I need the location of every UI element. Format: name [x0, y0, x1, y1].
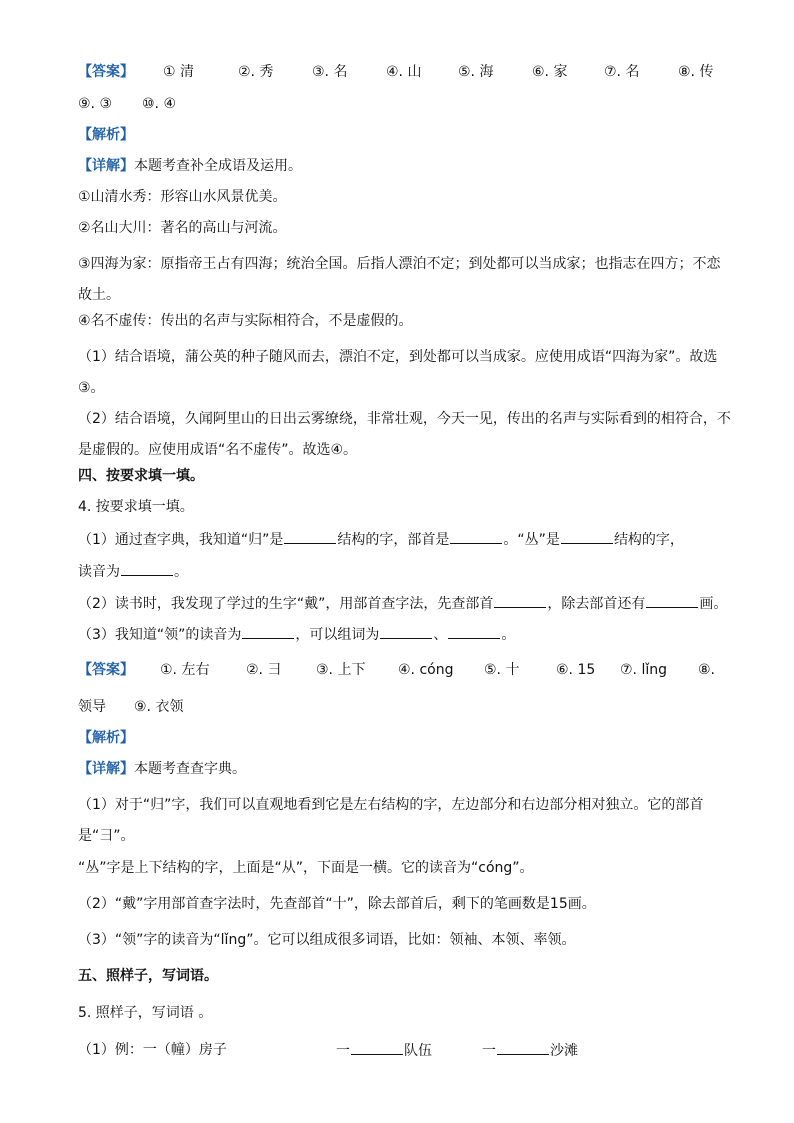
question-text: 一: [482, 1043, 496, 1059]
analysis-tag: 【解析】: [78, 127, 134, 143]
answer-blank[interactable]: [242, 624, 294, 639]
detail-tag: 【详解】: [78, 158, 134, 174]
question-text: （3）我知道“领”的读音为: [78, 627, 242, 643]
answer-blank[interactable]: [448, 624, 500, 639]
question-text: 沙滩: [550, 1043, 578, 1059]
question-text: ，可以组词为: [295, 627, 380, 643]
question-text: ，除去部首还有: [547, 596, 646, 612]
analysis-line: （1）对于“归”字，我们可以直观地看到它是左右结构的字，左边部分和右边部分相对独立。它的部首是“彐”。: [78, 797, 704, 844]
answer-item: ③. 名: [312, 64, 348, 80]
answer-item: ⑥. 家: [532, 64, 568, 80]
analysis-line: （2）“戴”字用部首查字法时，先查部首“十”，除去部首后，剩下的笔画数是15画。: [78, 896, 596, 912]
answer-blank[interactable]: [494, 593, 546, 608]
analysis-line: “丛”字是上下结构的字，上面是“从”，下面是一横。它的读音为“cóng”。: [78, 860, 534, 876]
answer-item: ⑧.: [698, 662, 716, 678]
answer-item: ⑤. 海: [458, 64, 494, 80]
answer-item: ⑨. ③: [78, 96, 113, 112]
answer-blank[interactable]: [450, 529, 502, 544]
answer-item: ②. 秀: [238, 64, 274, 80]
answer-blank[interactable]: [284, 529, 336, 544]
fill-item: [482, 1040, 578, 1061]
detail-text: 本题考查补全成语及运用。: [134, 158, 302, 174]
analysis-line: （1）结合语境，蒲公英的种子随风而去，漂泊不定，到处都可以当成家。应使用成语“四海为家”。故选③。: [78, 349, 718, 396]
detail-line: [78, 759, 734, 779]
answer-item: ③. 上下: [316, 662, 366, 678]
fill-item: [336, 1040, 432, 1061]
question-text: 画。: [699, 596, 728, 612]
answer-tag: 【答案】: [78, 64, 134, 80]
answer-item: ⑥. 15: [556, 662, 596, 678]
question-title: 5. 照样子，写词语 。: [78, 1005, 213, 1021]
question-text: 。: [501, 627, 516, 643]
section-heading: 五、照样子，写词语。: [78, 968, 218, 984]
answer-blank[interactable]: [351, 1040, 403, 1055]
answer-item: ⑦. 名: [604, 64, 640, 80]
question-line: [78, 593, 734, 614]
answer-item: ⑦. lǐng: [620, 662, 667, 678]
detail-tag: 【详解】: [78, 761, 134, 777]
question-text: 结构的字，: [613, 532, 684, 548]
analysis-line: ③四海为家：原指帝王占有四海；统治全国。后指人漂泊不定；到处都可以当成家；也指志在四方；不恋故土。: [78, 256, 721, 303]
answer-blank[interactable]: [121, 561, 173, 576]
answer-blank[interactable]: [561, 529, 613, 544]
answer-item: 领导: [78, 699, 106, 715]
analysis-tag: 【解析】: [78, 730, 134, 746]
question-text: 队伍: [404, 1043, 432, 1059]
question-line: [78, 624, 734, 645]
question-text: （2）读书时，我发现了学过的生字“戴”，用部首查字法，先查部首: [78, 596, 494, 612]
analysis-line: ④名不虚传：传出的名声与实际相符合，不是虚假的。: [78, 313, 413, 329]
question-text: 一: [336, 1043, 350, 1059]
detail-text: 本题考查查字典。: [134, 761, 246, 777]
answer-item: ① 清: [163, 64, 195, 80]
detail-line: [78, 156, 734, 176]
question-text: 结构的字，部首是: [337, 532, 450, 548]
answer-item: ④. cóng: [398, 662, 454, 678]
section-heading: 四、按要求填一填。: [78, 468, 204, 484]
answer-item: ⑩. ④: [142, 96, 177, 112]
answer-item: ⑤. 十: [484, 662, 520, 678]
question-line: [78, 529, 734, 550]
answer-blank[interactable]: [380, 624, 432, 639]
analysis-line: ①山清水秀：形容山水风景优美。: [78, 189, 287, 205]
answer-item: ⑧. 传: [678, 64, 714, 80]
question-text: 读音为: [78, 564, 120, 580]
answer-item: ①. 左右: [160, 662, 210, 678]
question-title: 4. 按要求填一填。: [78, 499, 194, 515]
answer-tag: 【答案】: [78, 662, 134, 678]
question-text: （1）通过查字典，我知道“归”是: [78, 532, 284, 548]
answer-item: ②. 彐: [246, 662, 282, 678]
question-text: 。“丛”是: [503, 532, 560, 548]
question-text: 、: [433, 627, 448, 643]
example-text: （1）例：一（幢）房子: [78, 1042, 227, 1058]
question-text: 。: [174, 564, 188, 580]
question-line: [78, 561, 734, 582]
analysis-line: （3）“领”字的读音为“lǐng”。它可以组成很多词语，比如：领袖、本领、率领。: [78, 932, 576, 948]
answer-blank[interactable]: [497, 1040, 549, 1055]
analysis-line: （2）结合语境，久闻阿里山的日出云雾缭绕，非常壮观，今天一见，传出的名声与实际看到的相符合，不是虚假的。应使用成语“名不虚传”。故选④。: [78, 411, 731, 458]
answer-blank[interactable]: [646, 593, 698, 608]
analysis-line: ②名山大川：著名的高山与河流。: [78, 220, 287, 236]
answer-item: ⑨. 衣领: [134, 699, 184, 715]
answer-item: ④. 山: [386, 64, 422, 80]
